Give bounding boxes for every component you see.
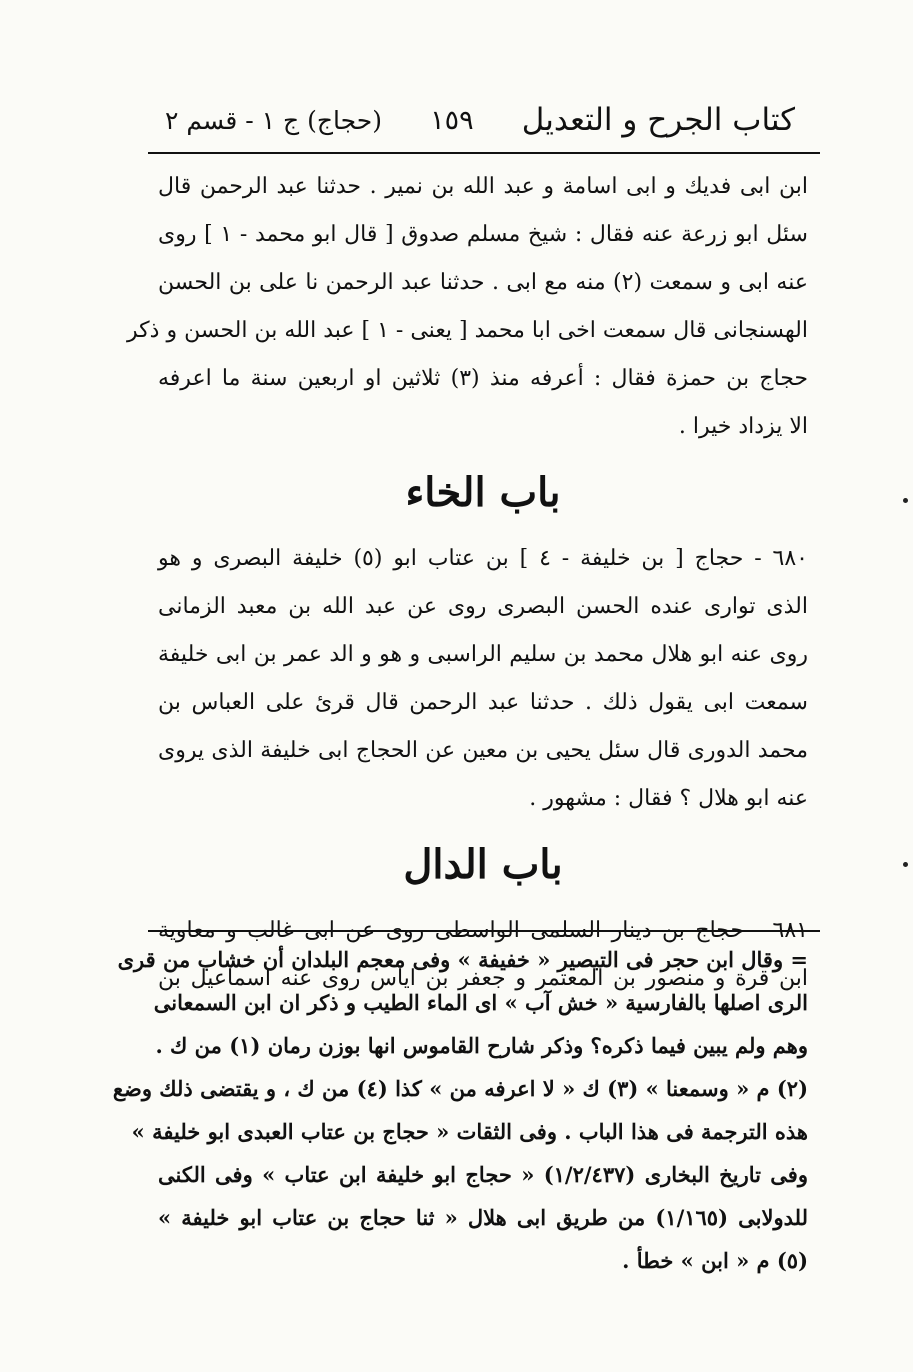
text-line: الهسنجانى قال سمعت اخى ابا محمد [ يعنى - ١ ] عبد الله بن الحسن و ذكر: [127, 318, 808, 343]
text-line: ٦٨٠ - حجاج [ بن خليفة - ٤ ] بن عتاب ابو (٥) خليفة البصرى و هو: [158, 546, 808, 571]
page-number: ١٥٩: [430, 104, 474, 136]
text-line: سمعت ابى يقول ذلك . حدثنا عبد الرحمن قال قرئ على العباس بن: [158, 690, 808, 715]
footnote-line: وهم ولم يبين فيما ذكره؟ وذكر شارح القاموس انها بوزن رمان (١) من ك .: [155, 1033, 808, 1058]
chapter-heading-dal: باب الدال: [403, 841, 563, 888]
margin-mark: [903, 498, 908, 503]
margin-mark: [903, 862, 908, 867]
book-title: كتاب الجرح و التعديل: [521, 102, 795, 138]
main-text: [117, 163, 808, 1003]
text-line: ابن ابى فديك و ابى اسامة و عبد الله بن نمير . حدثنا عبد الرحمن قال: [158, 174, 808, 199]
text-line: ٦٨١ - حجاج بن دينار السلمى الواسطى روى عن ابى غالب و معاوية: [158, 918, 808, 943]
text-line: سئل ابو زرعة عنه فقال : شيخ مسلم صدوق [ قال ابو محمد - ١ ] روى: [158, 222, 808, 247]
running-header: [165, 90, 795, 150]
footnote-line: = وقال ابن حجر فى التبصير « خفيفة » وفى معجم البلدان أن خشاب من قرى: [117, 947, 808, 972]
text-line: محمد الدورى قال سئل يحيى بن معين عن الحجاج ابى خليفة الذى يروى: [158, 738, 808, 763]
chapter-heading-kha: باب الخاء: [405, 469, 561, 516]
footnote-line: (٥) م « ابن » خطأ .: [622, 1248, 808, 1273]
footnote-line: الرى اصلها بالفارسية « خش آب » اى الماء الطيب و ذكر ان ابن السمعانى: [153, 990, 808, 1015]
footnote-line: (٢) م « وسمعنا » (٣) ك « لا اعرفه من » كذا (٤) من ك ، و يقتضى ذلك وضع: [112, 1076, 808, 1101]
text-line: روى عنه ابو هلال محمد بن سليم الراسبى و هو و الد عمر بن ابى خليفة: [158, 642, 808, 667]
text-line: حجاج بن حمزة فقال : أعرفه منذ (٣) ثلاثين او اربعين سنة ما اعرفه: [158, 366, 808, 391]
paragraph-continuation: [127, 163, 808, 451]
footnotes: [112, 938, 808, 1282]
section-label: (حجاج) ج ١ - قسم ٢: [165, 105, 382, 135]
text-line: الا يزداد خيرا .: [678, 414, 808, 439]
text-line: الذى توارى عنده الحسن البصرى روى عن عبد الله بن معبد الزمانى: [158, 594, 808, 619]
footnote-line: وفى تاريخ البخارى (١/٢/٤٣٧) « حجاج ابو خليفة ابن عتاب » وفى الكنى: [158, 1162, 808, 1187]
footnote-line: للدولابى (١/١٦٥) من طريق ابى هلال « ثنا حجاج بن عتاب ابو خليفة »: [158, 1205, 808, 1230]
footnote-rule: [148, 930, 820, 932]
header-rule: [148, 152, 820, 154]
text-line: عنه ابى و سمعت (٢) منه مع ابى . حدثنا عبد الرحمن نا على بن الحسن: [158, 270, 808, 295]
text-line: ابن قرة و منصور بن المعتمر و جعفر بن اياس روى عنه اسماعيل بن: [158, 966, 808, 991]
text-line: عنه ابو هلال ؟ فقال : مشهور .: [529, 786, 808, 811]
footnote-line: هذه الترجمة فى هذا الباب . وفى الثقات « حجاج بن عتاب العبدى ابو خليفة »: [131, 1119, 808, 1144]
entry-680: [158, 535, 808, 823]
